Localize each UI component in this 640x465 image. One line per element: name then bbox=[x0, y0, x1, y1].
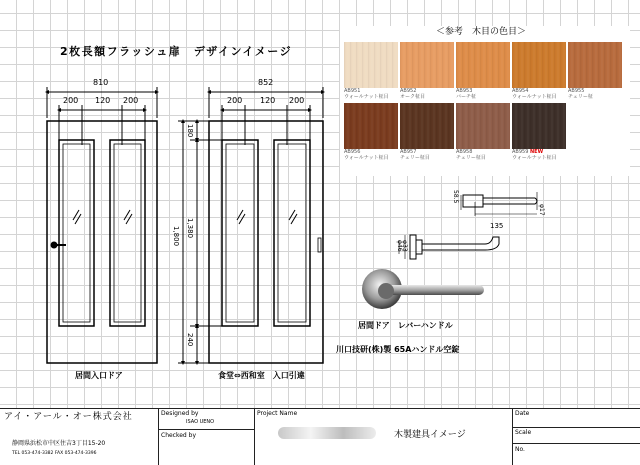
handle-dim-length: 135 bbox=[490, 222, 504, 230]
project-name-label: Project Name bbox=[257, 410, 298, 417]
wood-swatch-label: チェリー柾目 bbox=[400, 155, 430, 161]
checked-by-label: Checked by bbox=[161, 432, 197, 439]
no-label: No. bbox=[515, 446, 525, 453]
company-tel: TEL 053-474-3382 FAX 053-474-3396 bbox=[12, 451, 97, 456]
wood-swatch bbox=[344, 42, 398, 88]
wood-swatch-label: チェリー柾目 bbox=[456, 155, 486, 161]
new-badge: NEW bbox=[530, 149, 544, 155]
wood-swatch-label: ウォールナット柾目 bbox=[344, 155, 389, 161]
wood-swatch-label: バーチ柾 bbox=[456, 94, 477, 100]
designed-by-label: Designed by bbox=[161, 410, 199, 417]
wood-swatch bbox=[512, 103, 566, 149]
left-door bbox=[47, 87, 157, 363]
left-door-panel-dim: 200 bbox=[63, 96, 79, 105]
wood-swatch-code: AB953 bbox=[456, 88, 473, 94]
sheet-title: 2枚長額フラッシュ扉 デザインイメージ bbox=[60, 45, 293, 58]
handle-dim-lever-dia: φ17 bbox=[538, 204, 545, 216]
wood-swatch-label: ウォールナット柾目 bbox=[512, 155, 557, 161]
wood-swatch-code: AB959 NEW bbox=[512, 149, 544, 155]
wood-swatch-code: AB956 bbox=[344, 149, 361, 155]
handle-dim-rose-dia: φ46 bbox=[396, 240, 403, 252]
left-door-center-dim: 120 bbox=[95, 96, 111, 105]
wood-swatch-code: AB955 bbox=[568, 88, 585, 94]
left-door-panel-dim: 200 bbox=[123, 96, 139, 105]
handle-dim-neck-dia: φ33 bbox=[401, 240, 408, 252]
wood-swatch-code: AB952 bbox=[400, 88, 417, 94]
wood-swatch-label: チェリー柾 bbox=[568, 94, 593, 100]
wood-swatch bbox=[456, 103, 510, 149]
right-door-total-height: 1,800 bbox=[172, 226, 180, 247]
company-address: 静岡県浜松市中区住吉3丁目15-20 bbox=[12, 440, 106, 447]
right-door-panel-dim: 200 bbox=[289, 96, 305, 105]
right-door-glass-height-dim: 1,380 bbox=[186, 218, 194, 239]
wood-swatch bbox=[456, 42, 510, 88]
handle-maker: 川口技研(株)製 65Aハンドル空錠 bbox=[336, 345, 460, 354]
right-door-panel-dim: 200 bbox=[227, 96, 243, 105]
scale-label: Scale bbox=[515, 429, 532, 436]
wood-swatch-label: ウォールナット柾目 bbox=[512, 94, 557, 100]
handle-dim-height: 58.5 bbox=[452, 190, 459, 204]
handle-title: 居間ドア レバーハンドル bbox=[358, 321, 453, 330]
right-door bbox=[178, 87, 323, 363]
right-door-width: 852 bbox=[258, 78, 274, 87]
right-door-center-dim: 120 bbox=[260, 96, 276, 105]
wood-swatch-label: ウォールナット柾目 bbox=[344, 94, 389, 100]
lever-handle-photo bbox=[360, 265, 495, 315]
wood-swatch bbox=[344, 103, 398, 149]
door-drawings bbox=[0, 0, 340, 400]
date-label: Date bbox=[515, 410, 530, 417]
designer-name: ISAO UENO bbox=[186, 419, 215, 425]
wood-swatch bbox=[400, 42, 454, 88]
lever-handle-drawing bbox=[395, 190, 550, 270]
wood-color-title: ＜参考 木目の色目＞ bbox=[436, 27, 527, 37]
right-door-caption: 食堂⇔西和室 入口引違 bbox=[218, 371, 305, 380]
right-door-top-rail-dim: 180 bbox=[186, 124, 194, 138]
wood-swatch bbox=[568, 42, 622, 88]
company-name: アイ・アール・オー株式会社 bbox=[4, 412, 133, 422]
wood-swatch bbox=[400, 103, 454, 149]
wood-swatch-label: オーク柾目 bbox=[400, 94, 426, 100]
right-door-bottom-rail-dim: 240 bbox=[186, 333, 194, 347]
wood-swatch-code: AB958 bbox=[456, 149, 473, 155]
wood-swatch-code: AB957 bbox=[400, 149, 417, 155]
project-name-redaction bbox=[278, 427, 376, 439]
left-door-caption: 居間入口ドア bbox=[75, 371, 123, 380]
project-title: 木製建具イメージ bbox=[394, 430, 466, 440]
wood-swatch-code: AB951 bbox=[344, 88, 361, 94]
wood-swatch bbox=[512, 42, 566, 88]
title-block bbox=[0, 408, 640, 465]
left-door-width: 810 bbox=[93, 78, 109, 87]
wood-swatch-code: AB954 bbox=[512, 88, 529, 94]
